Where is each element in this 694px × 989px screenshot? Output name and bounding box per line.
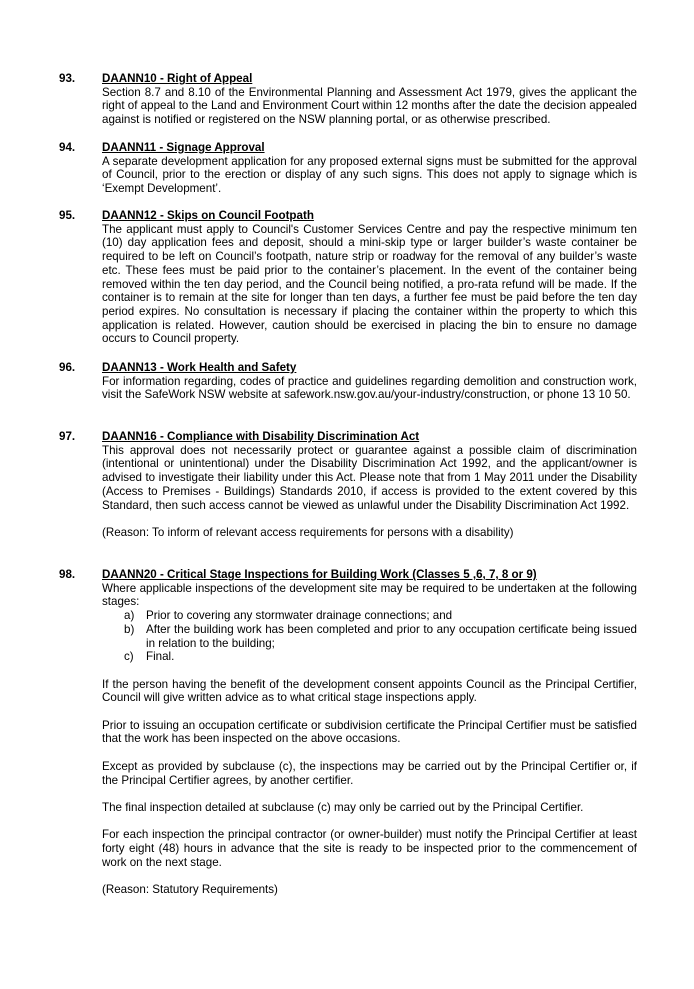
condition-reason: (Reason: To inform of relevant access requirements for persons with a disability) (102, 525, 514, 539)
condition-paragraph: Except as provided by subclause (c), the inspections may be carried out by the Principal Certifier or, if the Principal Certifier agrees, by another certifier. (102, 759, 637, 787)
list-text: Prior to covering any stormwater drainage connections; and (146, 609, 453, 623)
condition-paragraph: For each inspection the principal contractor (or owner-builder) must notify the Principal Certifier at least forty eight (48) hours in advance that the site is ready to be inspected prior to the commencement of work on the next stage. (102, 828, 637, 869)
condition-number: 97. (59, 430, 76, 443)
condition-paragraph: This approval does not necessarily protect or guarantee against a possible claim of discrimination (intentional or unintentional) under the Disability Discrimination Act 1992, and the applicant/owner is advised to investigate their liability under this Act. Please note that from 1 May 2011 under the Disability (Access to Premises - Buildings) Standards 2010, if access is provided to the extent covered by this Standard, then such access cannot be viewed as unlawful under the Disability Discrimination Act 1992. (102, 443, 637, 512)
condition-paragraph: For information regarding, codes of practice and guidelines regarding demolition and construction work, visit the SafeWork NSW website at safework.nsw.gov.au/your-industry/construction, or phone 13 10 50. (102, 374, 637, 402)
list-item (124, 609, 637, 623)
list-marker: c) (124, 650, 134, 664)
list-marker: b) (124, 622, 135, 636)
condition-intro: Where applicable inspections of the development site may be required to be undertaken at the following stages: (102, 581, 637, 609)
list-text: After the building work has been completed and prior to any occupation certificate being issued in relation to the building; (146, 622, 637, 650)
condition-number: 94. (59, 141, 76, 154)
condition-number: 96. (59, 361, 76, 374)
condition-title: DAANN10 - Right of Appeal (102, 72, 253, 85)
condition-number: 95. (59, 209, 76, 222)
condition-number: 98. (59, 568, 76, 581)
list-item (124, 623, 637, 650)
condition-reason: (Reason: Statutory Requirements) (102, 883, 278, 897)
condition-title: DAANN13 - Work Health and Safety (102, 361, 297, 374)
condition-96 (59, 361, 637, 402)
condition-98 (59, 568, 637, 897)
condition-title: DAANN16 - Compliance with Disability Discrimination Act (102, 430, 420, 443)
condition-title: DAANN12 - Skips on Council Footpath (102, 209, 314, 222)
list-text: Final. (146, 650, 175, 664)
condition-paragraph: Section 8.7 and 8.10 of the Environmental Planning and Assessment Act 1979, gives the applicant the right of appeal to the Land and Environment Court within 12 months after the date the decision appealed against is notified or registered on the NSW planning portal, or as otherwise prescribed. (102, 85, 637, 127)
condition-97 (59, 430, 637, 540)
condition-paragraph: If the person having the benefit of the development consent appoints Council as the Principal Certifier, Council will give written advice as to what critical stage inspections apply. (102, 677, 637, 705)
condition-paragraph: Prior to issuing an occupation certificate or subdivision certificate the Principal Certifier must be satisfied that the work has been inspected on the above occasions. (102, 718, 637, 746)
list-marker: a) (124, 609, 135, 623)
condition-paragraph: The applicant must apply to Council's Customer Services Centre and pay the respective minimum ten (10) day application fees and deposit, should a mini-skip type or larger builder’s waste container be required to be left on Council’s footpath, nature strip or roadway for the removal of any builder’s waste etc. These fees must be paid prior to the container’s placement. In the event of the container being removed within the ten day period, and the Council being notified, a pro-rata refund will be made. If the container is to remain at the site for longer than ten days, a further fee must be paid before the ten day period expires. No consultation is necessary if placing the container within the property to which this application is related. However, caution should be exercised in placing the bin to ensure no damage occurs to Council property. (102, 222, 637, 346)
condition-94 (59, 141, 637, 196)
condition-95 (59, 209, 637, 346)
condition-paragraph: The final inspection detailed at subclause (c) may only be carried out by the Principal Certifier. (102, 800, 584, 814)
condition-title: DAANN11 - Signage Approval (102, 141, 265, 154)
condition-93 (59, 72, 637, 127)
condition-title: DAANN20 - Critical Stage Inspections for Building Work (Classes 5 ,6, 7, 8 or 9) (102, 568, 537, 581)
list-item (124, 650, 637, 664)
condition-number: 93. (59, 72, 76, 85)
condition-paragraph: A separate development application for any proposed external signs must be submitted for the approval of Council, prior to the erection or display of any such signs. This does not apply to signage which is ‘Exempt Development’. (102, 154, 637, 196)
